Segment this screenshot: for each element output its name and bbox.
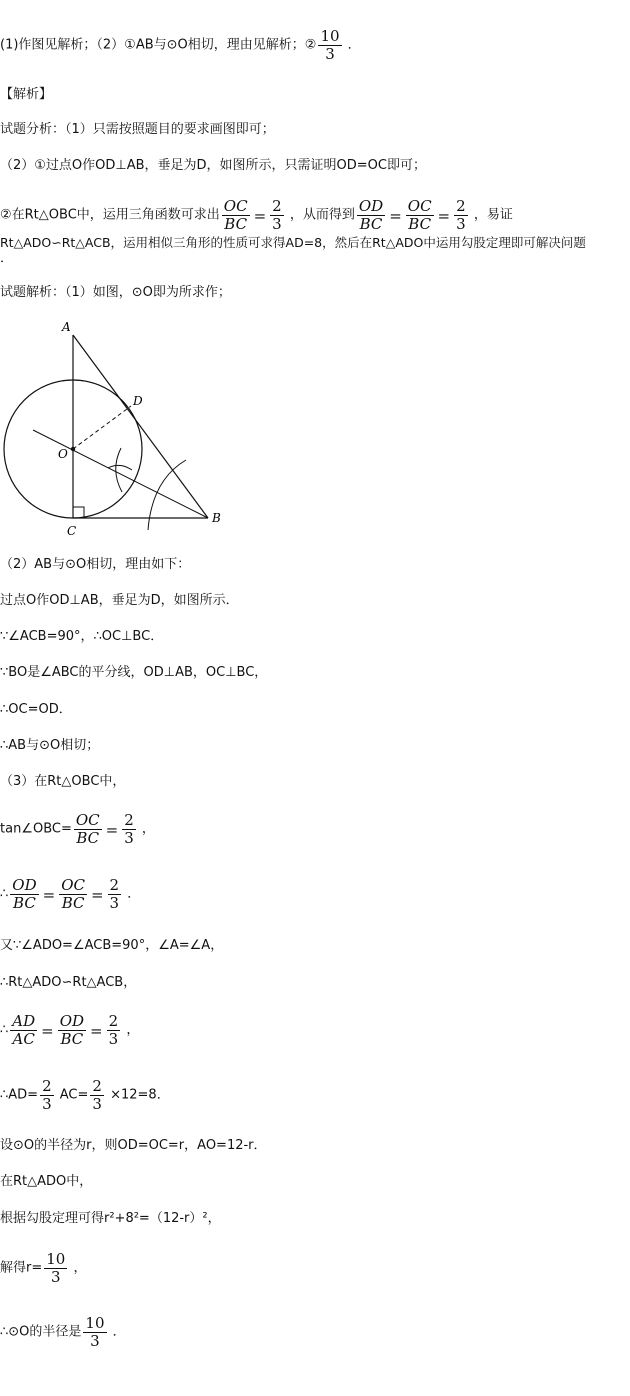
solution-line-12: ∴Rt△ADO∽Rt△ACB， [0, 975, 137, 990]
fraction-oc-bc: $\frac{OC}{BC}$ [75, 811, 100, 847]
analysis-header: 【解析】 [0, 87, 53, 102]
label-o: O [58, 447, 68, 461]
fraction-od-bc: $\frac{OD}{BC}$ [59, 1012, 85, 1048]
solution-line-10: ∴ $\frac{OD}{BC}$ = $\frac{OC}{BC}$ = $\frac{2}{3}$ ． [0, 876, 141, 912]
solution-line-2: （2）AB与⊙O相切，理由如下： [0, 557, 191, 572]
right-angle-mark [73, 507, 84, 518]
fraction-10-3: $\frac{10}{3}$ [85, 1314, 105, 1350]
solution-line-18: 解得r= $\frac{10}{3}$ ， [0, 1250, 87, 1286]
construction-arc-1 [116, 448, 122, 492]
fraction-2-3: $\frac{2}{3}$ [124, 811, 134, 847]
fraction-2-3: $\frac{2}{3}$ [42, 1077, 52, 1113]
fraction-10-3: $\frac{10}{3}$ [46, 1250, 66, 1286]
fraction-od-bc: $\frac{OD}{BC}$ [358, 197, 384, 233]
construction-arc-3 [148, 460, 186, 530]
fraction-ad-ac: $\frac{AD}{AC}$ [12, 1012, 36, 1048]
fraction-2-3: $\frac{2}{3}$ [456, 197, 466, 233]
solution-line-11: 又∵∠ADO=∠ACB=90°，∠A=∠A， [0, 938, 224, 953]
fraction-oc-bc: $\frac{OC}{BC}$ [61, 876, 85, 912]
segment-od-dashed [73, 406, 131, 449]
solution-line-15: 设⊙O的半径为r，则OD=OC=r，AO=12-r． [0, 1138, 267, 1153]
fraction-2-3: $\frac{2}{3}$ [272, 197, 282, 233]
solution-line-17: 根据勾股定理可得r²+8²=（12-r）²， [0, 1211, 221, 1226]
solution-line-6: ∴OC=OD． [0, 702, 72, 717]
solution-line-13: ∴ $\frac{AD}{AC}$ = $\frac{OD}{BC}$ = $\frac{2}{3}$ ， [0, 1012, 140, 1048]
solution-line-9: tan∠OBC= $\frac{OC}{BC}$ = $\frac{2}{3}$ ， [0, 811, 155, 847]
solution-line-19: ∴⊙O的半径是 $\frac{10}{3}$ ． [0, 1314, 126, 1350]
label-b: B [212, 511, 221, 525]
analysis-line-1: 试题分析：（1）只需按照题目的要求画图即可； [0, 122, 275, 137]
fraction-oc-bc: $\frac{OC}{BC}$ [223, 197, 248, 233]
analysis-line-3: ②在Rt△OBC中，运用三角函数可求出 $\frac{OC}{BC}$ = $\frac{2}{3}$ ，从而得到 $\frac{OD}{BC}$ = $\frac{OC}{BC}$ = $\frac{2}{3}$ ，易证 [0, 197, 513, 233]
solution-line-8: （3）在Rt△OBC中， [0, 774, 126, 789]
label-d: D [133, 394, 143, 408]
center-point [71, 447, 75, 451]
label-c: C [67, 524, 77, 538]
answer-text: (1)作图见解析；（2）①AB与⊙O相切，理由见解析；② [0, 37, 317, 53]
fraction-2-3: $\frac{2}{3}$ [108, 1012, 119, 1048]
answer-line: (1)作图见解析；（2）①AB与⊙O相切，理由见解析；② $\frac{10}{3}$ ． [0, 27, 361, 63]
solution-line-14: ∴AD= $\frac{2}{3}$ AC= $\frac{2}{3}$ ×12=8． [0, 1077, 170, 1113]
solution-line-1: 试题解析：（1）如图，⊙O即为所求作； [0, 285, 231, 300]
fraction-od-bc: $\frac{OD}{BC}$ [12, 876, 37, 912]
segment-ab [73, 335, 208, 518]
fraction-2-3: $\frac{2}{3}$ [92, 1077, 102, 1113]
analysis-line-4: Rt△ADO∽Rt△ACB，运用相似三角形的性质可求得AD=8，然后在Rt△ADO中运用勾股定理即可解决问题 [0, 235, 586, 250]
bisector-line [33, 430, 208, 518]
label-a: A [62, 320, 71, 334]
solution-line-5: ∵BO是∠ABC的平分线，OD⊥AB，OC⊥BC， [0, 665, 268, 680]
solution-line-7: ∴AB与⊙O相切； [0, 738, 100, 753]
fraction-oc-bc: $\frac{OC}{BC}$ [407, 197, 432, 233]
answer-fraction: $\frac{10}{3}$ [320, 27, 340, 63]
analysis-line-2: （2）①过点O作OD⊥AB，垂足为D，如图所示，只需证明OD=OC即可； [0, 158, 426, 173]
analysis-line-5: ． [0, 251, 14, 266]
solution-line-16: 在Rt△ADO中， [0, 1174, 93, 1189]
solution-line-4: ∵∠ACB=90°，∴OC⊥BC． [0, 629, 164, 644]
fraction-2-3: $\frac{2}{3}$ [109, 876, 120, 912]
geometry-figure [0, 318, 240, 548]
solution-line-3: 过点O作OD⊥AB，垂足为D，如图所示． [0, 593, 239, 608]
